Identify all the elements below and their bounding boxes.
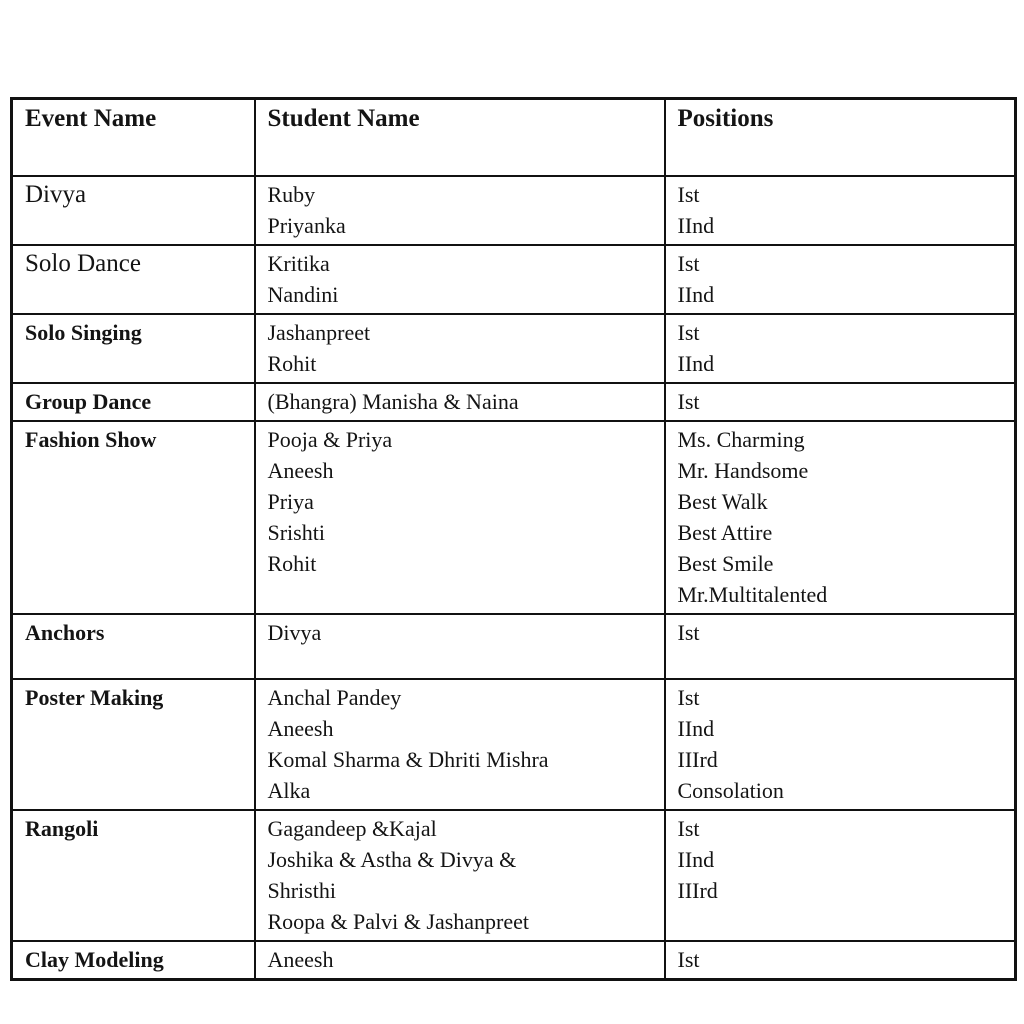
student-names-cell [255,421,665,614]
table-row [12,176,1016,245]
student-name: Rohit [267,551,317,576]
table-row [12,314,1016,383]
student-name: Divya [267,620,322,645]
positions-cell [665,614,1016,679]
event-name-cell: Solo Dance [12,245,255,314]
student-name: Aneesh [267,947,334,972]
event-name-cell: Fashion Show [12,421,255,614]
table-row [12,941,1016,980]
position-value: IInd [677,716,715,741]
position-value: Ms. Charming [677,427,805,452]
column-header-student-name: Student Name [255,99,665,177]
student-name: Rohit [267,351,317,376]
student-name: Aneesh [267,716,334,741]
table-row [12,679,1016,810]
student-name: Priya [267,489,314,514]
event-name-cell: Divya [12,176,255,245]
position-value: IInd [677,213,715,238]
positions-cell [665,314,1016,383]
student-name: Ruby [267,182,316,207]
positions-cell [665,679,1016,810]
position-value: Ist [677,182,700,207]
table-row [12,245,1016,314]
event-name-cell: Poster Making [12,679,255,810]
student-name: Srishti [267,520,325,545]
positions-cell [665,383,1016,421]
positions-cell [665,176,1016,245]
student-name: Roopa & Palvi & Jashanpreet [267,909,530,934]
position-value: Best Walk [677,489,768,514]
positions-cell [665,941,1016,980]
student-name: Priyanka [267,213,346,238]
position-value: IInd [677,282,715,307]
position-value: IInd [677,351,715,376]
position-value: IIIrd [677,878,718,903]
student-name: Aneesh [267,458,334,483]
position-value: Mr.Multitalented [677,582,828,607]
positions-cell [665,245,1016,314]
positions-cell [665,421,1016,614]
student-name: Gagandeep &Kajal [267,816,437,841]
position-value: Best Smile [677,551,774,576]
student-names-cell [255,941,665,980]
event-name-cell: Group Dance [12,383,255,421]
student-names-cell [255,245,665,314]
student-name: Pooja & Priya [267,427,393,452]
position-value: Ist [677,389,700,414]
student-name: Alka [267,778,311,803]
table-row [12,810,1016,941]
event-results-table [10,97,1017,981]
student-name: Jashanpreet [267,320,371,345]
student-name: Nandini [267,282,339,307]
student-name: (Bhangra) Manisha & Naina [267,389,519,414]
student-name: Anchal Pandey [267,685,402,710]
position-value: Mr. Handsome [677,458,809,483]
positions-cell [665,810,1016,941]
student-names-cell [255,810,665,941]
position-value: Ist [677,947,700,972]
position-value: Ist [677,320,700,345]
position-value: IIIrd [677,747,718,772]
student-name: Kritika [267,251,330,276]
table-row [12,614,1016,679]
position-value: Best Attire [677,520,773,545]
table-row [12,383,1016,421]
student-names-cell [255,383,665,421]
student-name: Shristhi [267,878,336,903]
event-name-cell: Clay Modeling [12,941,255,980]
column-header-positions: Positions [665,99,1016,177]
column-header-event-name: Event Name [12,99,255,177]
table-row [12,421,1016,614]
student-names-cell [255,614,665,679]
student-name: Komal Sharma & Dhriti Mishra [267,747,549,772]
header-row [12,99,1016,177]
position-value: Ist [677,251,700,276]
student-name: Joshika & Astha & Divya & [267,847,517,872]
position-value: Ist [677,816,700,841]
event-name-cell: Anchors [12,614,255,679]
student-names-cell [255,176,665,245]
student-names-cell [255,314,665,383]
event-name-cell: Rangoli [12,810,255,941]
position-value: IInd [677,847,715,872]
event-name-cell: Solo Singing [12,314,255,383]
results-table-container [10,97,1014,981]
student-names-cell [255,679,665,810]
position-value: Consolation [677,778,784,803]
position-value: Ist [677,620,700,645]
position-value: Ist [677,685,700,710]
